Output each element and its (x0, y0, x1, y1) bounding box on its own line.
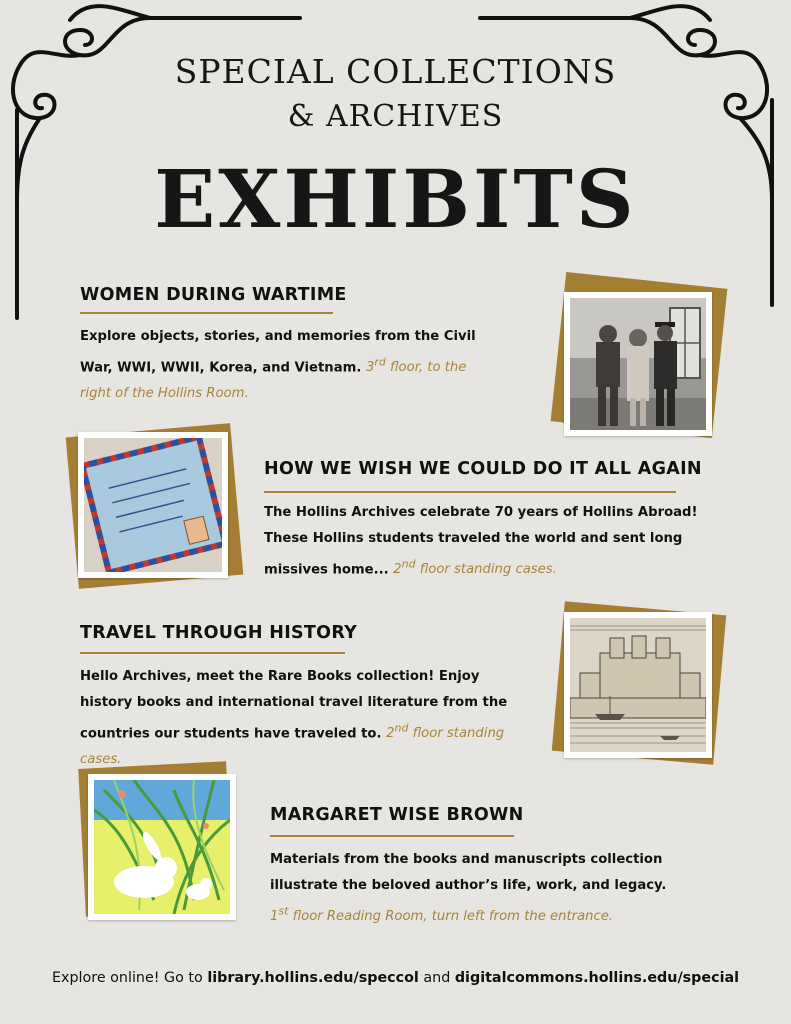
exhibit-location: 2nd floor standing cases. (80, 722, 505, 768)
exhibit-text: Hello Archives, meet the Rare Books collection! Enjoy history books and international travel literature from the countries our students have traveled to. (80, 669, 508, 742)
exhibit-text: Materials from the books and manuscripts collection illustrate the beloved author’s life, work, and legacy. (270, 852, 667, 893)
vintage-soldiers-image (570, 298, 706, 430)
airmail-letters-image (84, 438, 222, 572)
exhibit-description-travel-history (80, 664, 525, 773)
bunny-illustration-image (94, 780, 230, 914)
exhibit-text: The Hollins Archives celebrate 70 years of Hollins Abroad! These Hollins students traveled the world and sent long missives home... (264, 505, 698, 578)
exhibit-text: Explore objects, stories, and memories from the Civil War, WWI, WWII, Korea, and Vietnam. (80, 329, 476, 376)
exhibit-location: 1st floor Reading Room, turn left from the entrance. (270, 905, 614, 925)
footer-explore-online (0, 970, 791, 986)
exhibit-location: 3rd floor, to the right of the Hollins Room. (80, 356, 467, 402)
heading-underline (264, 491, 676, 493)
exhibit-heading-hollins-abroad: HOW WE WISH WE COULD DO IT ALL AGAIN (264, 459, 702, 479)
exhibit-location: 2nd floor standing cases. (393, 558, 557, 578)
footer-link-digitalcommons[interactable]: digitalcommons.hollins.edu/special (454, 970, 740, 986)
exhibit-description-women-wartime (80, 324, 480, 407)
heading-underline (270, 835, 514, 837)
exhibit-heading-margaret-wise-brown: MARGARET WISE BROWN (270, 805, 524, 825)
exhibit-heading-women-wartime: WOMEN DURING WARTIME (80, 285, 347, 305)
footer-middle: and (418, 970, 455, 986)
page-title: EXHIBITS (154, 152, 637, 246)
footer-prefix: Explore online! Go to (51, 970, 208, 986)
castle-engraving-image (570, 618, 706, 752)
exhibit-description-hollins-abroad (264, 500, 704, 583)
heading-underline (80, 312, 333, 314)
heading-underline (80, 652, 345, 654)
header-line-special-collections: SPECIAL COLLECTIONS (174, 52, 617, 91)
exhibit-heading-travel-history: TRAVEL THROUGH HISTORY (80, 623, 358, 643)
footer-link-speccol[interactable]: library.hollins.edu/speccol (207, 970, 419, 986)
header-line-archives: & ARCHIVES (287, 99, 504, 134)
exhibit-description-margaret-wise-brown (270, 847, 670, 930)
